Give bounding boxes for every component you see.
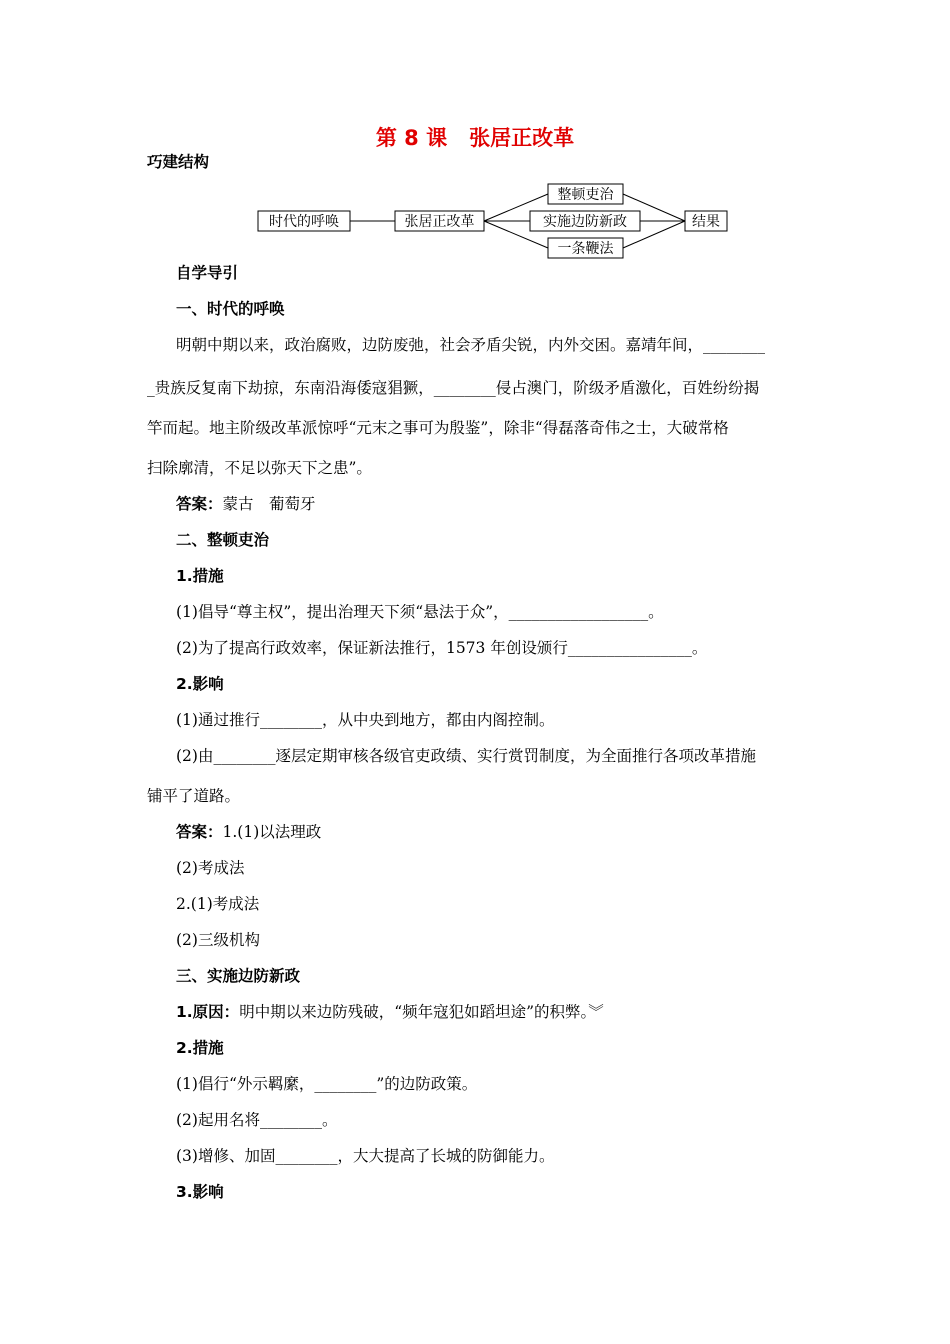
- section1-paragraph-line4: 扫除廓清，不足以弥天下之患”。: [147, 459, 372, 477]
- section2-answer: [176, 822, 836, 842]
- section2-measures-heading: 1.措施: [176, 567, 224, 585]
- section1-paragraph-line2: _贵族反复南下劫掠，东南沿海倭寇猖獗，________侵占澳门，阶级矛盾激化，百姓纷纷揭: [147, 379, 760, 397]
- answer-label: 答案：: [176, 823, 223, 841]
- structure-heading: 巧建结构: [147, 153, 210, 171]
- section2-answer-4: (2)三级机构: [176, 931, 260, 949]
- section2-heading: 二、整顿吏治: [176, 531, 270, 549]
- page-title: [0, 122, 950, 152]
- reason-label: 1.原因：: [176, 1003, 240, 1021]
- section1-paragraph-line3: 竿而起。地主阶级改革派惊呼“元末之事可为殷鉴”，除非“得磊落奇伟之士，大破常格: [147, 419, 729, 437]
- node-branch2: [530, 211, 640, 231]
- section3-measure-2: (2)起用名将________。: [176, 1111, 338, 1129]
- section2-measure-2: (2)为了提高行政效率，保证新法推行，1573 年创设颁行________________。: [176, 639, 708, 657]
- structure-diagram: [255, 180, 735, 262]
- section2-impact-1: (1)通过推行________，从中央到地方，都由内阁控制。: [176, 711, 555, 729]
- section1-paragraph-line1: 明朝中期以来，政治腐败，边防废弛，社会矛盾尖锐，内外交困。嘉靖年间，________: [176, 336, 766, 354]
- section2-impact-2-line1: (2)由________逐层定期审核各级官吏政绩、实行赏罚制度，为全面推行各项改革措施: [176, 747, 756, 765]
- answer-text: 1.(1)以法理政: [222, 823, 322, 841]
- svg-text:时代的呼唤: 时代的呼唤: [269, 214, 339, 230]
- section3-impact-heading: 3.影响: [176, 1183, 224, 1201]
- node-result: [685, 211, 727, 231]
- section3-measure-1: (1)倡行“外示羁縻，________”的边防政策。: [176, 1075, 478, 1093]
- node-branch3: [548, 238, 623, 258]
- svg-text:结果: 结果: [692, 214, 720, 230]
- section2-impact-heading: 2.影响: [176, 675, 224, 693]
- node-branch1: [548, 184, 623, 204]
- node-reform: [395, 211, 484, 231]
- section2-measure-1: (1)倡导“尊主权”，提出治理天下须“悬法于众”，__________________。: [176, 603, 664, 621]
- node-call: [258, 211, 350, 231]
- section2-impact-2-line2: 铺平了道路。: [147, 787, 241, 805]
- section1-answer: [176, 494, 836, 514]
- svg-text:整顿吏治: 整顿吏治: [557, 187, 614, 203]
- answer-label: 答案：: [176, 495, 223, 513]
- section3-reason: [176, 1002, 836, 1022]
- lesson-name: 张居正改革: [469, 126, 575, 150]
- section2-answer-3: 2.(1)考成法: [176, 895, 260, 913]
- section3-heading: 三、实施边防新政: [176, 967, 301, 985]
- section2-answer-2: (2)考成法: [176, 859, 245, 877]
- guide-heading: 自学导引: [176, 264, 239, 282]
- lesson-number: 第 8 课: [375, 126, 448, 150]
- section3-measure-3: (3)增修、加固________，大大提高了长城的防御能力。: [176, 1147, 555, 1165]
- svg-text:实施边防新政: 实施边防新政: [543, 214, 627, 230]
- section3-measures-heading: 2.措施: [176, 1039, 224, 1057]
- svg-text:张居正改革: 张居正改革: [404, 214, 475, 230]
- svg-text:一条鞭法: 一条鞭法: [557, 241, 614, 257]
- answer-text: 蒙古 葡萄牙: [222, 495, 316, 513]
- reason-text: 明中期以来边防残破，“频年寇犯如蹈坦途”的积弊。︾: [239, 1003, 604, 1021]
- section1-heading: 一、时代的呼唤: [176, 300, 285, 318]
